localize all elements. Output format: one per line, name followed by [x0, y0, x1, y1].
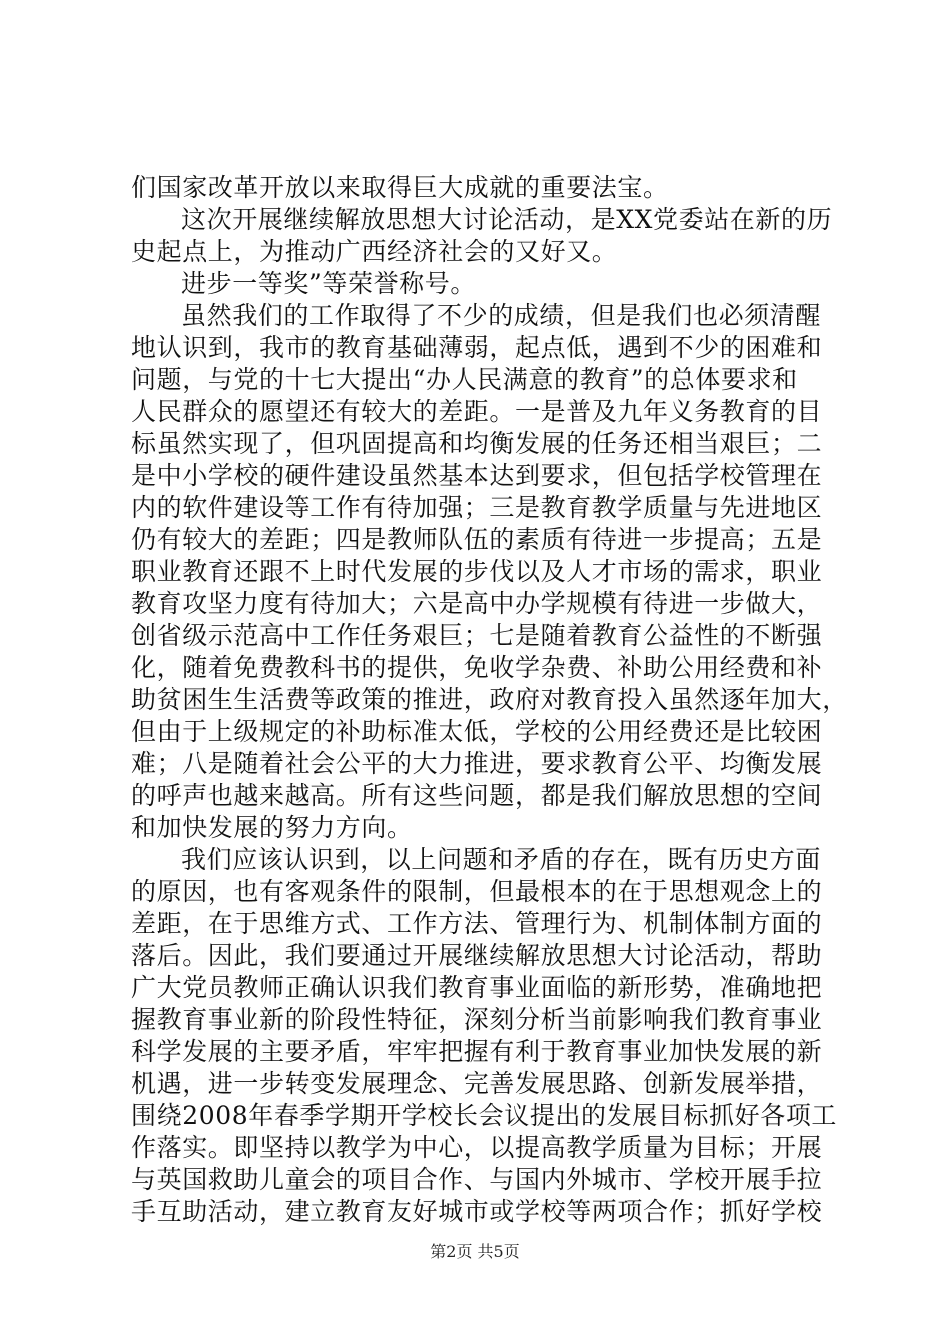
text-line: 地认识到，我市的教育基础薄弱，起点低，遇到不少的困难和	[131, 333, 823, 362]
text-line: 手互助活动，建立教育友好城市或学校等两项合作；抓好学校	[131, 1197, 823, 1226]
text-line: 仍有较大的差距；四是教师队伍的素质有待进一步提高；五是	[131, 525, 823, 554]
document-body	[131, 172, 848, 1228]
text-line: 内的软件建设等工作有待加强；三是教育教学质量与先进地区	[131, 493, 823, 522]
text-line: 们国家改革开放以来取得巨大成就的重要法宝。	[131, 173, 669, 202]
text-line: 与英国救助儿童会的项目合作、与国内外城市、学校开展手拉	[131, 1165, 823, 1194]
text-line: 差距，在于思维方式、工作方法、管理行为、机制体制方面的	[131, 909, 823, 938]
text-line: 助贫困生生活费等政策的推进，政府对教育投入虽然逐年加大，	[131, 685, 848, 714]
text-line: 人民群众的愿望还有较大的差距。一是普及九年义务教育的目	[131, 397, 823, 426]
text-line: 科学发展的主要矛盾，牢牢把握有利于教育事业加快发展的新	[131, 1037, 823, 1066]
text-line: 的呼声也越来越高。所有这些问题，都是我们解放思想的空间	[131, 781, 823, 810]
text-line: 化，随着免费教科书的提供，免收学杂费、补助公用经费和补	[131, 653, 823, 682]
text-line: 问题，与党的十七大提出“办人民满意的教育”的总体要求和	[131, 365, 798, 394]
text-line: 职业教育还跟不上时代发展的步伐以及人才市场的需求，职业	[131, 557, 823, 586]
text-line: 是中小学校的硬件建设虽然基本达到要求，但包括学校管理在	[131, 461, 823, 490]
text-line: 落后。因此，我们要通过开展继续解放思想大讨论活动，帮助	[131, 941, 823, 970]
text-line: 这次开展继续解放思想大讨论活动，是XX党委站在新的历	[181, 205, 833, 234]
text-line: 虽然我们的工作取得了不少的成绩，但是我们也必须清醒	[181, 301, 822, 330]
text-line: 史起点上，为推动广西经济社会的又好又。	[131, 237, 618, 266]
text-line: 难；八是随着社会公平的大力推进，要求教育公平、均衡发展	[131, 749, 823, 778]
text-line: 但由于上级规定的补助标准太低，学校的公用经费还是比较困	[131, 717, 823, 746]
text-line: 围绕2008年春季学期开学校长会议提出的发展目标抓好各项工	[131, 1101, 838, 1130]
text-line: 广大党员教师正确认识我们教育事业面临的新形势，准确地把	[131, 973, 823, 1002]
text-line: 进步一等奖”等荣誉称号。	[181, 269, 476, 298]
text-line: 教育攻坚力度有待加大；六是高中办学规模有待进一步做大，	[131, 589, 823, 618]
text-line: 机遇，进一步转变发展理念、完善发展思路、创新发展举措，	[131, 1069, 823, 1098]
text-line: 标虽然实现了，但巩固提高和均衡发展的任务还相当艰巨；二	[131, 429, 823, 458]
text-line: 我们应该认识到，以上问题和矛盾的存在，既有历史方面	[181, 845, 822, 874]
text-line: 握教育事业新的阶段性特征，深刻分析当前影响我们教育事业	[131, 1005, 823, 1034]
page-number-footer: 第2页 共5页	[430, 1242, 520, 1261]
text-line: 的原因，也有客观条件的限制，但最根本的在于思想观念上的	[131, 877, 823, 906]
text-line: 和加快发展的努力方向。	[131, 813, 413, 842]
text-line: 作落实。即坚持以教学为中心，以提高教学质量为目标；开展	[131, 1133, 823, 1162]
text-line: 创省级示范高中工作任务艰巨；七是随着教育公益性的不断强	[131, 621, 823, 650]
